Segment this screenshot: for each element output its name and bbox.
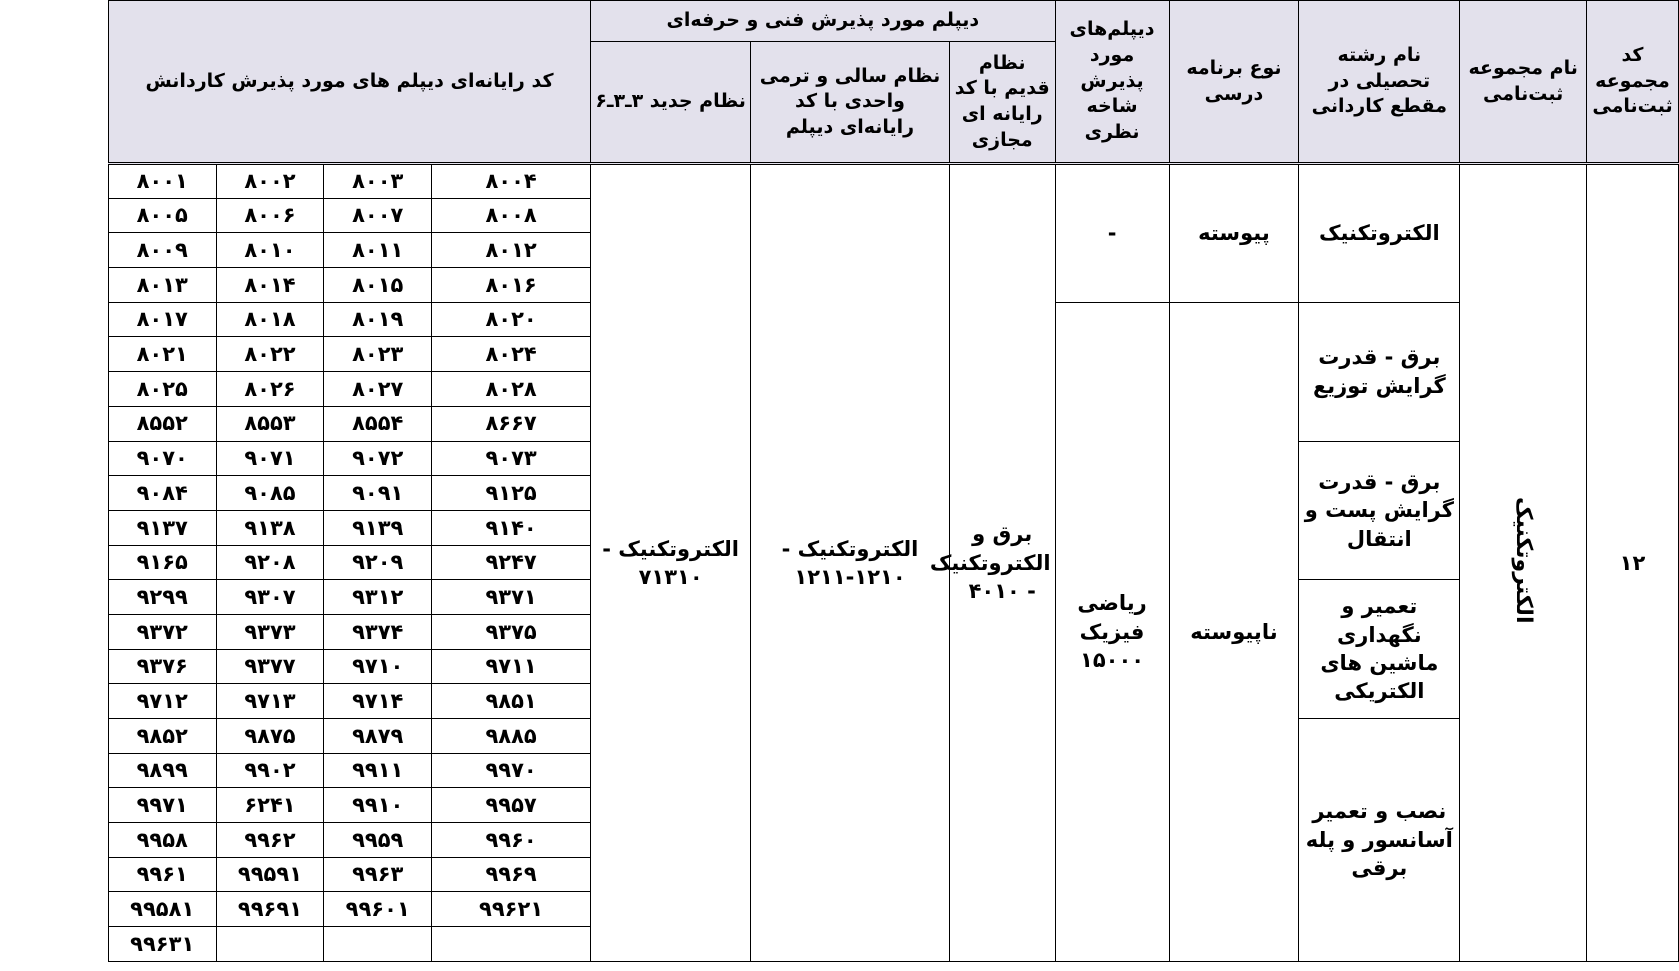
- kardanesh-code-cell: ۹۹۵۹۱: [216, 857, 324, 892]
- kardanesh-code-cell: ۹۹۶۰۱: [324, 892, 432, 927]
- kardanesh-code-cell: ۹۲۴۷: [432, 545, 591, 580]
- new-system-value: الکتروتکنیک - ۷۱۳۱۰: [591, 164, 751, 962]
- kardanesh-code-cell: [216, 927, 324, 962]
- group-name: الکتروتکنیک: [1511, 496, 1536, 624]
- kardanesh-code-cell: ۸۰۰۴: [432, 164, 591, 199]
- kardanesh-code-cell: ۹۹۶۲۱: [432, 892, 591, 927]
- kardanesh-code-cell: ۹۲۰۹: [324, 545, 432, 580]
- kardanesh-code-cell: ۹۹۷۰: [432, 753, 591, 788]
- program-name: الکتروتکنیک: [1299, 164, 1460, 303]
- kardanesh-code-cell: ۹۰۹۱: [324, 476, 432, 511]
- kardanesh-code-cell: ۸۰۲۰: [432, 302, 591, 337]
- table-body: [1, 164, 1679, 962]
- kardanesh-code-cell: ۸۰۱۶: [432, 268, 591, 303]
- kardanesh-code-cell: ۹۱۴۰: [432, 510, 591, 545]
- kardanesh-code-cell: ۹۹۱۰: [324, 788, 432, 823]
- kardanesh-code-cell: ۹۸۹۹: [108, 753, 216, 788]
- kardanesh-code-cell: ۹۹۶۹: [432, 857, 591, 892]
- kardanesh-code-cell: ۸۰۰۵: [108, 198, 216, 233]
- kardanesh-code-cell: [432, 927, 591, 962]
- kardanesh-code-cell: ۹۳۷۲: [108, 614, 216, 649]
- header-program-type: نوع برنامه درسی: [1169, 1, 1299, 164]
- kardanesh-code-cell: ۸۰۲۸: [432, 372, 591, 407]
- kardanesh-code-cell: ۸۰۰۲: [216, 164, 324, 199]
- kardanesh-code-cell: ۹۲۰۸: [216, 545, 324, 580]
- kardanesh-code-cell: ۸۰۰۱: [108, 164, 216, 199]
- group-name-cell: [1460, 164, 1587, 962]
- kardanesh-code-cell: ۹۹۵۸۱: [108, 892, 216, 927]
- header-reg-group-name: نام مجموعه ثبت‌نامی: [1460, 1, 1587, 164]
- kardanesh-code-cell: ۹۸۸۵: [432, 719, 591, 754]
- kardanesh-code-cell: ۸۰۲۲: [216, 337, 324, 372]
- kardanesh-code-cell: ۹۱۲۵: [432, 476, 591, 511]
- kardanesh-code-cell: ۸۰۲۴: [432, 337, 591, 372]
- program-type: پیوسته: [1169, 164, 1299, 303]
- header-annual-system: نظام سالی و ترمی واحدی با کد رایانه‌ای دیپلم: [751, 42, 950, 164]
- kardanesh-code-cell: ۹۹۰۲: [216, 753, 324, 788]
- kardanesh-code-cell: ۸۰۲۳: [324, 337, 432, 372]
- kardanesh-code-cell: ۹۷۱۴: [324, 684, 432, 719]
- program-type: ناپیوسته: [1169, 302, 1299, 961]
- kardanesh-code-cell: ۸۰۱۲: [432, 233, 591, 268]
- kardanesh-code-cell: ۹۳۷۱: [432, 580, 591, 615]
- kardanesh-code-cell: ۸۰۱۴: [216, 268, 324, 303]
- kardanesh-code-cell: ۸۰۱۳: [108, 268, 216, 303]
- program-name: برق - قدرت گرایش توزیع: [1299, 302, 1460, 441]
- kardanesh-code-cell: ۸۰۲۷: [324, 372, 432, 407]
- kardanesh-code-cell: ۸۰۰۶: [216, 198, 324, 233]
- kardanesh-code-cell: ۹۹۷۱: [108, 788, 216, 823]
- kardanesh-code-cell: ۹۱۳۷: [108, 510, 216, 545]
- kardanesh-code-cell: ۶۲۴۱: [216, 788, 324, 823]
- kardanesh-code-cell: ۸۰۲۶: [216, 372, 324, 407]
- kardanesh-code-cell: ۹۸۵۱: [432, 684, 591, 719]
- kardanesh-code-cell: ۹۱۳۸: [216, 510, 324, 545]
- kardanesh-code-cell: ۸۵۵۴: [324, 406, 432, 441]
- group-code: ۱۲: [1586, 164, 1678, 962]
- kardanesh-code-cell: ۹۳۷۷: [216, 649, 324, 684]
- kardanesh-code-cell: ۹۰۸۴: [108, 476, 216, 511]
- annual-system-value: الکتروتکنیک - ۱۲۱۰-۱۲۱۱: [751, 164, 950, 962]
- kardanesh-code-cell: ۸۰۰۷: [324, 198, 432, 233]
- kardanesh-code-cell: ۹۹۶۰: [432, 823, 591, 858]
- kardanesh-code-cell: ۸۰۱۹: [324, 302, 432, 337]
- kardanesh-code-cell: ۹۷۱۳: [216, 684, 324, 719]
- kardanesh-code-cell: ۹۸۷۹: [324, 719, 432, 754]
- header-old-system: نظام قدیم با کد رایانه ای مجازی: [949, 42, 1055, 164]
- kardanesh-code-cell: ۹۹۵۹: [324, 823, 432, 858]
- table-row: [1, 164, 1679, 199]
- theoretical-diploma: ریاضی فیزیک ۱۵۰۰۰: [1055, 302, 1169, 961]
- kardanesh-code-cell: ۹۷۱۲: [108, 684, 216, 719]
- kardanesh-code-cell: ۹۹۶۲: [216, 823, 324, 858]
- program-name: برق - قدرت گرایش پست و انتقال: [1299, 441, 1460, 580]
- header-program-name: نام رشته تحصیلی در مقطع کاردانی: [1299, 1, 1460, 164]
- header-technical-group: دیپلم مورد پذیرش فنی و حرفه‌ای: [591, 1, 1055, 42]
- kardanesh-code-cell: ۹۹۵۸: [108, 823, 216, 858]
- kardanesh-code-cell: ۸۰۱۷: [108, 302, 216, 337]
- kardanesh-code-cell: ۹۹۱۱: [324, 753, 432, 788]
- kardanesh-code-cell: ۹۷۱۰: [324, 649, 432, 684]
- kardanesh-code-cell: ۹۱۶۵: [108, 545, 216, 580]
- program-name: تعمیر و نگهداری ماشین های الکتریکی: [1299, 580, 1460, 719]
- kardanesh-code-cell: ۹۰۷۳: [432, 441, 591, 476]
- kardanesh-code-cell: ۸۰۱۸: [216, 302, 324, 337]
- kardanesh-code-cell: ۸۰۱۱: [324, 233, 432, 268]
- kardanesh-code-cell: ۹۳۷۵: [432, 614, 591, 649]
- kardanesh-code-cell: ۸۰۱۰: [216, 233, 324, 268]
- kardanesh-code-cell: ۹۰۷۰: [108, 441, 216, 476]
- header-kardanesh-codes: کد رایانه‌ای دیپلم های مورد پذیرش کاردانش: [108, 1, 590, 164]
- kardanesh-code-cell: ۸۰۰۳: [324, 164, 432, 199]
- kardanesh-code-cell: ۹۰۷۱: [216, 441, 324, 476]
- kardanesh-code-cell: ۹۱۳۹: [324, 510, 432, 545]
- kardanesh-code-cell: ۹۳۷۳: [216, 614, 324, 649]
- kardanesh-code-cell: ۸۶۶۷: [432, 406, 591, 441]
- header-reg-code: کد مجموعه ثبت‌نامی: [1586, 1, 1678, 164]
- program-name: نصب و تعمیر آسانسور و پله برقی: [1299, 719, 1460, 962]
- kardanesh-code-cell: ۸۵۵۳: [216, 406, 324, 441]
- kardanesh-code-cell: ۹۳۷۶: [108, 649, 216, 684]
- kardanesh-code-cell: ۹۲۹۹: [108, 580, 216, 615]
- kardanesh-code-cell: ۹۹۶۱: [108, 857, 216, 892]
- kardanesh-code-cell: ۹۳۷۴: [324, 614, 432, 649]
- kardanesh-code-cell: ۹۸۵۲: [108, 719, 216, 754]
- header-new-system: نظام جدید ۳ـ۳ـ۶: [591, 42, 751, 164]
- kardanesh-code-cell: ۹۸۷۵: [216, 719, 324, 754]
- kardanesh-code-cell: ۹۹۶۹۱: [216, 892, 324, 927]
- kardanesh-code-cell: ۹۹۶۳۱: [108, 927, 216, 962]
- kardanesh-code-cell: ۹۹۶۳: [324, 857, 432, 892]
- header-theoretical-diplomas: دیپلم‌های مورد پذیرش شاخه نظری: [1055, 1, 1169, 164]
- kardanesh-code-cell: ۹۰۷۲: [324, 441, 432, 476]
- kardanesh-code-cell: ۸۰۰۹: [108, 233, 216, 268]
- kardanesh-code-cell: ۹۳۰۷: [216, 580, 324, 615]
- old-system-value: برق و الکتروتکنیک - ۴۰۱۰: [949, 164, 1055, 962]
- kardanesh-code-cell: ۸۰۱۵: [324, 268, 432, 303]
- kardanesh-code-cell: ۹۳۱۲: [324, 580, 432, 615]
- kardanesh-code-cell: ۹۹۵۷: [432, 788, 591, 823]
- theoretical-diploma: -: [1055, 164, 1169, 303]
- kardanesh-code-cell: ۸۰۲۱: [108, 337, 216, 372]
- kardanesh-code-cell: [324, 927, 432, 962]
- kardanesh-code-cell: ۸۰۰۸: [432, 198, 591, 233]
- kardanesh-code-cell: ۹۰۸۵: [216, 476, 324, 511]
- kardanesh-code-cell: ۸۵۵۲: [108, 406, 216, 441]
- kardanesh-code-cell: ۹۷۱۱: [432, 649, 591, 684]
- kardanesh-code-cell: ۸۰۲۵: [108, 372, 216, 407]
